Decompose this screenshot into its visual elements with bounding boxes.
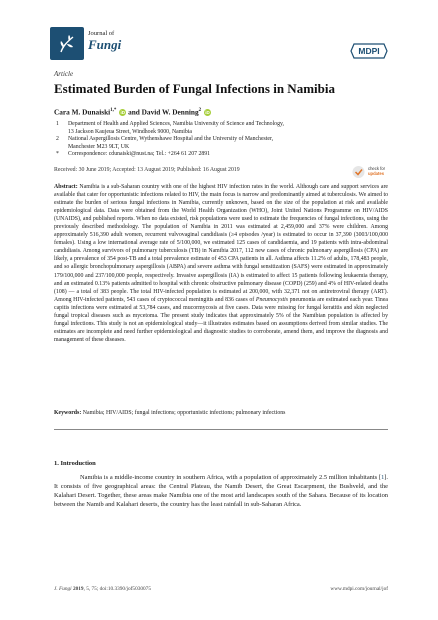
- author-name: David W. Denning: [141, 107, 199, 117]
- keywords-text: Namibia; HIV/AIDS; fungal infections; opportunistic infections; pulmonary infections: [82, 410, 286, 416]
- affiliation-mark: 2: [56, 136, 59, 143]
- author-name: Cara M. Dunaiski: [54, 107, 111, 117]
- section-divider: [54, 429, 388, 430]
- footer-doi: , 5, 75; doi:10.3390/jof5030075: [83, 586, 151, 592]
- correspondence: [54, 151, 384, 159]
- article-title: Estimated Burden of Fungal Infections in Namibia: [54, 81, 335, 96]
- affiliation-line: Department of Health and Applied Sciences, Namibia University of Science and Technology,: [68, 121, 284, 127]
- affiliation-line: Correspondence: cdunaiski@nust.na; Tel.: +264 61 207 2891: [68, 151, 211, 158]
- affiliation-item: [54, 121, 384, 136]
- keywords: [54, 409, 388, 417]
- check-updates-line1: check for: [368, 166, 385, 171]
- mdpi-logo-text: MDPI: [358, 46, 380, 57]
- author-superscript: 2: [198, 108, 202, 113]
- journal-logo-icon: [50, 27, 84, 60]
- publication-dates: Received: 30 June 2019; Accepted: 13 August 2019; Published: 16 August 2019: [54, 167, 240, 173]
- affiliation-mark: 1: [56, 121, 59, 127]
- introduction-paragraph: [54, 474, 388, 510]
- article-type: Article: [54, 70, 74, 78]
- check-for-updates-label[interactable]: [368, 166, 385, 176]
- abstract: [54, 183, 388, 344]
- citation-link[interactable]: 1: [381, 474, 385, 481]
- footer-journal-url[interactable]: www.mdpi.com/journal/jof: [330, 586, 388, 592]
- footer-year: 2019: [72, 586, 84, 592]
- check-updates-line2: updates: [368, 171, 385, 176]
- author-superscript: 1,*: [110, 108, 117, 113]
- keywords-label: Keywords:: [54, 410, 82, 416]
- affiliation-line: Manchester M23 9LT, UK: [68, 143, 130, 150]
- journal-prefix: Journal of: [88, 30, 115, 37]
- affiliation-line: National Aspergillosis Centre, Wythenshawe Hospital and the University of Manchester,: [68, 136, 274, 143]
- orcid-icon[interactable]: iD: [205, 110, 210, 116]
- abstract-label: Abstract:: [54, 184, 78, 190]
- journal-name: Fungi: [88, 37, 122, 52]
- author-list: [54, 106, 211, 117]
- section-heading: 1. Introduction: [54, 460, 96, 467]
- intro-text-continued: ]. It consists of five geographical areas: the Central Plateau, the Namib Desert, the Great Escarpment, the Bushveld, and the Kalahari Desert. Together, these areas make Namibia one of the most arid landscapes south of the Sahara. Because of its location between the Namib and Kalahari deserts, the country has the least rainfall in sub-Saharan Africa.: [54, 474, 388, 508]
- abstract-text: Namibia is a sub-Saharan country with one of the highest HIV infection rates in the world. Although care and support services are available that cater for opportunistic infections related to HIV, the main focus is narrow and predominantly aimed at tuberculosis. We aimed to estimate the burden of serious fungal infections in Namibia, currently unknown, based on the size of the population at risk and available epidemiological data. Data were obtained from the World Health Organization (WHO), Joint United Nations Programme on HIV/AIDS (UNAIDS), and published reports. When no data existed, risk populations were used to estimate the frequencies of fungal infections, using the previously described methodology. The population of Namibia in 2011 was estimated at 2,459,000 and 37% were children. Among approximately 516,390 adult women, recurrent vulvovaginal candidiasis (≥4 episodes /year) is estimated to occur in 37,390 (3003/100,000 females). Using a low international average rate of 5/100,000, we estimated 125 cases of candidaemia, and 19 patients with intra-abdominal candidiasis. Among survivors of pulmonary tuberculosis (TB) in Namibia 2017, 112 new cases of chronic pulmonary aspergillosis (CPA) are likely, a prevalence of 354 post-TB and a total prevalence estimate of 453 CPA patients in all. Asthma affects 11.2% of adults, 178,483 people, and so allergic bronchopulmonary aspergillosis (ABPA) and severe asthma with fungal sensitization (SAFS) were estimated in approximately 179/100,000 and 237/100,000 people, respectively. Invasive aspergillosis (IA) is estimated to affect 15 patients following leukaemia therapy, and an estimated 0.13% patients admitted to hospital with chronic obstructive pulmonary disease (COPD) (259) and 4% of HIV-related deaths (108) — a total of 383 people. The total HIV-infected population is estimated at 200,000, with 32,371 not on antiretroviral therapy (ART). Among HIV-infected patients, 543 cases of cryptococcal meningitis and 836 cases of: [54, 184, 388, 303]
- affiliations: [54, 121, 384, 159]
- affiliation-mark: *: [56, 151, 59, 158]
- orcid-icon[interactable]: iD: [120, 110, 125, 116]
- footer-journal: J. Fungi: [54, 586, 72, 592]
- footer-citation: [54, 586, 151, 592]
- intro-text: Namibia is a middle-income country in southern Africa, with a population of approximately 2.5 million inhabitants [: [80, 474, 382, 481]
- authors-connector: and: [128, 107, 140, 117]
- abstract-text-continued: pneumonia are estimated each year. Tinea capitis infections were estimated at 53,784 cases, and mucormycosis at five cases. Data were missing for fungal keratitis and skin neglected fungal tropical diseases such as mycetoma. The present study indicates that approximately 5% of the Namibian population is affected by fungal infections. This study is not an epidemiological study—it illustrates estimates based on assumptions derived from similar studies. The estimates are incomplete and need further epidemiological and diagnostic studies to corroborate, amend them, and improve the diagnosis and management of these diseases.: [54, 296, 389, 343]
- affiliation-item: [54, 136, 384, 151]
- abstract-italic-term: Pneumocystis: [255, 296, 289, 303]
- mdpi-logo-icon[interactable]: [350, 43, 388, 59]
- affiliation-line: 13 Jackson Kaujeua Street, Windhoek 9000, Namibia: [68, 128, 192, 135]
